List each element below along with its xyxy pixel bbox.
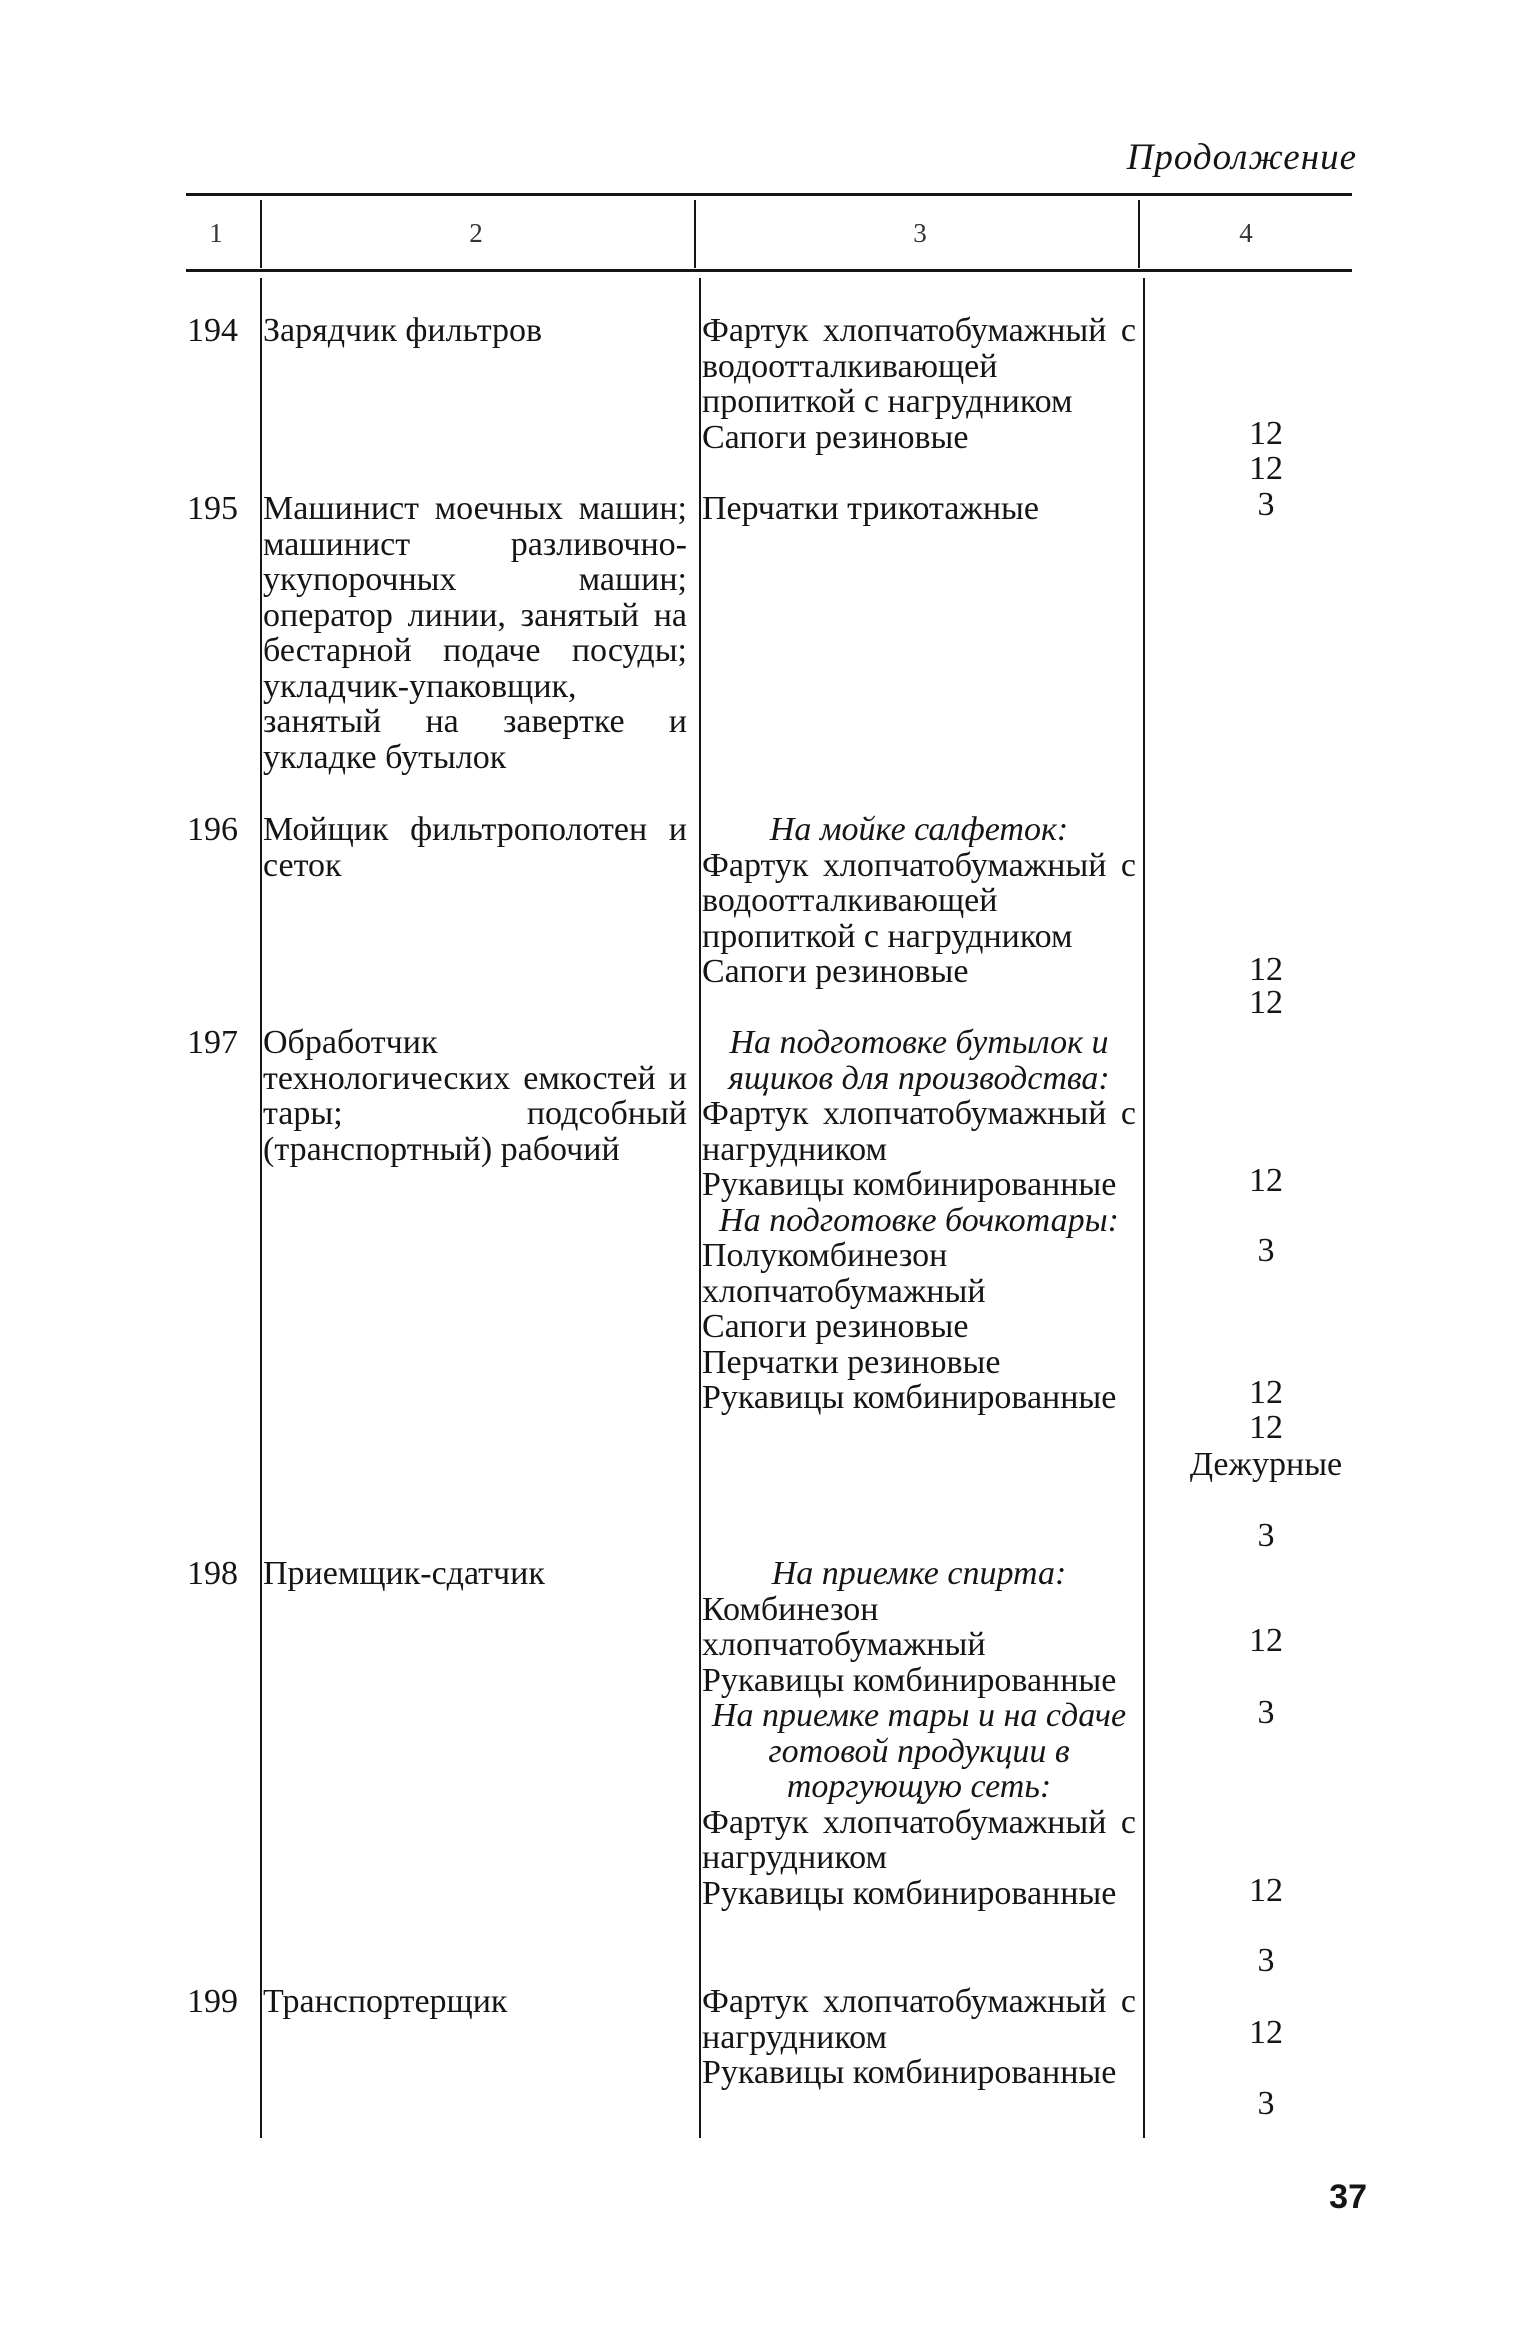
profession-cell: Транспортерщик xyxy=(263,1983,508,2020)
ppe-item: Фартук хлопчатобумажный с нагрудником xyxy=(702,1095,1136,1168)
norm-value: 3 xyxy=(1257,486,1275,523)
column-divider-2-header xyxy=(694,200,696,268)
ppe-item: На подготовке бутылок и ящиков для производства: xyxy=(728,1024,1110,1097)
column-divider-1-header xyxy=(260,200,262,268)
page-number: 37 xyxy=(1329,2178,1367,2216)
ppe-item: Фартук хлопчатобумажный с нагрудником xyxy=(702,1803,1136,1876)
norm-value: 12 xyxy=(1249,1622,1283,1659)
ppe-item: Сапоги резиновые xyxy=(702,418,969,456)
norm-value: 12 xyxy=(1249,415,1283,452)
norm-value: Дежурные xyxy=(1189,1446,1343,1483)
table-header-rule xyxy=(186,269,1352,272)
ppe-item: Фартук хлопчатобумажный с водоотталкивающей пропиткой с нагрудником xyxy=(702,312,1136,420)
column-number-3: 3 xyxy=(913,218,927,248)
ppe-item: Полукомбинезон хлопчатобумажный xyxy=(702,1237,986,1310)
ppe-item: Фартук хлопчатобумажный с водоотталкивающей пропиткой с нагрудником xyxy=(702,846,1136,955)
table-top-rule xyxy=(186,193,1352,196)
ppe-item: Комбинезон хлопчатобумажный xyxy=(702,1590,986,1663)
ppe-item: Перчатки резиновые xyxy=(702,1343,1001,1381)
ppe-cell xyxy=(702,313,1136,455)
norm-value: 12 xyxy=(1249,1872,1283,1909)
ppe-item: На приемке тары и на сдаче готовой продукции в торгующую сеть: xyxy=(711,1697,1127,1805)
ppe-item: На мойке салфеток: xyxy=(769,811,1069,848)
norm-value: 12 xyxy=(1249,1374,1283,1411)
ppe-cell xyxy=(702,812,1136,990)
column-divider-1 xyxy=(260,278,262,2138)
ppe-item: Рукавицы комбинированные xyxy=(702,1661,1117,1699)
row-number: 196 xyxy=(187,811,238,848)
norm-value: 3 xyxy=(1257,1517,1275,1554)
ppe-item: Рукавицы комбинированные xyxy=(702,1874,1117,1912)
norm-value: 12 xyxy=(1249,1409,1283,1446)
profession-cell: Мойщик фильтрополотен и сеток xyxy=(263,811,687,884)
row-number: 195 xyxy=(187,490,238,527)
column-number-4: 4 xyxy=(1239,218,1253,248)
norm-value: 12 xyxy=(1249,1162,1283,1199)
column-divider-3 xyxy=(1143,278,1145,2138)
ppe-item: Рукавицы комбинированные xyxy=(702,1166,1117,1203)
ppe-cell xyxy=(702,1556,1136,1911)
norm-value: 3 xyxy=(1257,2085,1275,2122)
row-number: 198 xyxy=(187,1555,238,1592)
norm-value: 12 xyxy=(1249,2014,1283,2051)
ppe-item: Сапоги резиновые xyxy=(702,1308,969,1345)
column-number-2: 2 xyxy=(469,218,483,248)
profession-cell: Зарядчик фильтров xyxy=(263,312,543,349)
norm-value: 3 xyxy=(1257,1694,1275,1731)
row-number: 194 xyxy=(187,312,238,349)
ppe-item: Перчатки трикотажные xyxy=(702,490,1039,527)
profession-cell: Машинист моечных машин; машинист разливочно-укупорочных машин; оператор линии, занятый на бестарной подаче посуды; укладчик-упаковщик, занятый на завертке и укладке бутылок xyxy=(263,490,687,776)
norm-value: 12 xyxy=(1249,951,1283,988)
ppe-item: Рукавицы комбинированные xyxy=(702,2054,1117,2091)
continuation-label: Продолжение xyxy=(1126,137,1357,178)
norm-value: 3 xyxy=(1257,1232,1275,1269)
ppe-item: Рукавицы комбинированные xyxy=(702,1379,1117,1416)
norm-value: 12 xyxy=(1249,450,1283,487)
norm-value: 3 xyxy=(1257,1942,1275,1979)
row-number: 197 xyxy=(187,1024,238,1061)
profession-cell: Приемщик-сдатчик xyxy=(263,1555,545,1592)
row-number: 199 xyxy=(187,1983,238,2020)
norm-value: 12 xyxy=(1249,984,1283,1021)
ppe-cell xyxy=(702,1025,1136,1416)
ppe-cell xyxy=(702,1984,1136,2091)
ppe-item: Фартук хлопчатобумажный с нагрудником xyxy=(702,1983,1136,2056)
column-divider-2 xyxy=(699,278,701,2138)
column-number-1: 1 xyxy=(209,218,223,248)
profession-cell: Обработчик технологических емкостей и тары; подсобный (транспортный) рабочий xyxy=(263,1024,687,1168)
column-divider-3-header xyxy=(1138,200,1140,268)
ppe-item: Сапоги резиновые xyxy=(702,953,969,990)
ppe-item: На приемке спирта: xyxy=(771,1555,1067,1592)
ppe-cell xyxy=(702,491,1136,527)
ppe-item: На подготовке бочкотары: xyxy=(719,1201,1119,1239)
